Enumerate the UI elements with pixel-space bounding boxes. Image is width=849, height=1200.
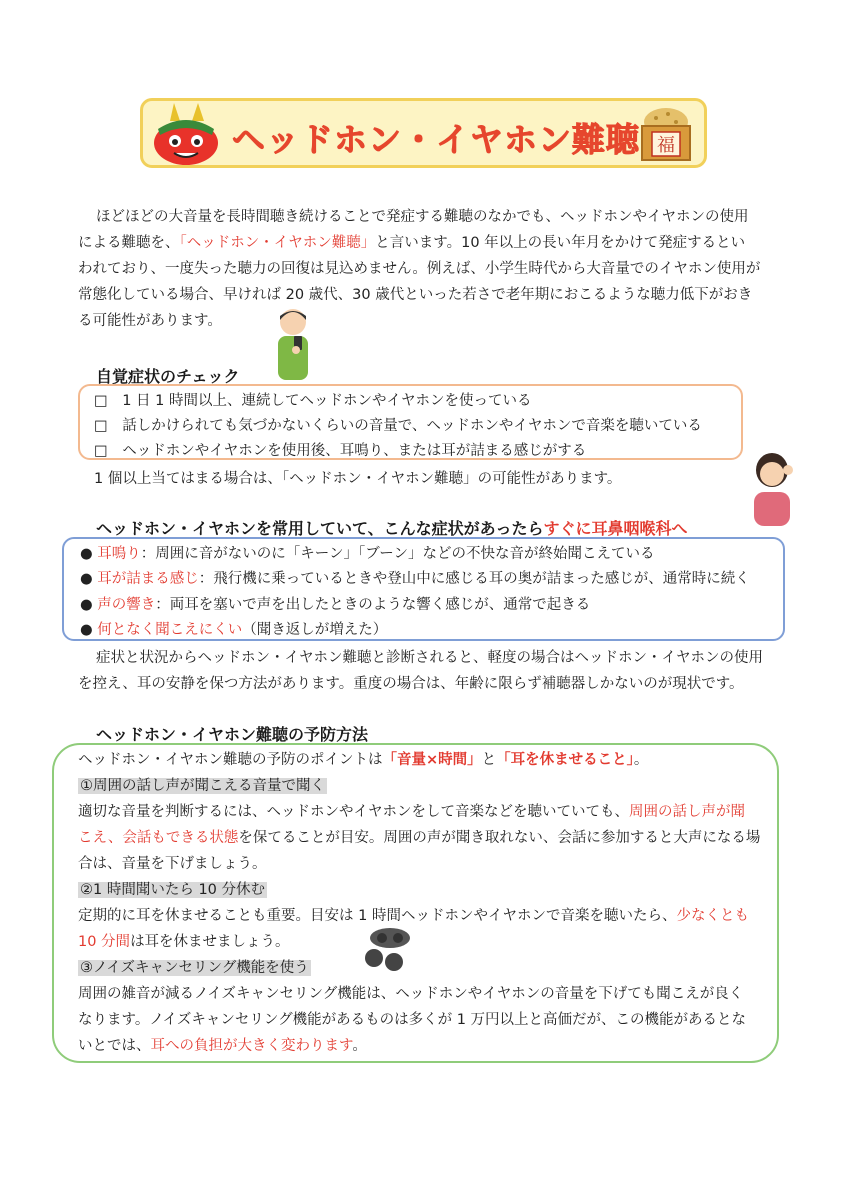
symptom-item: ● 声の響き：両耳を塞いで声を出したときのような響く感じが、通常で起きる [80,597,591,613]
prevention-point-3-line-1: 周囲の雑音が減るノイズキャンセリング機能は、ヘッドホンやイヤホンの音量を下げても聞こえが良く [78,986,744,1002]
prevention-heading: ヘッドホン・イヤホン難聴の予防方法 [96,725,369,744]
intro-line-5: る可能性があります。 [78,313,222,329]
symptom-item: ● 耳鳴り：周囲に音がないのに「キーン」「ブーン」などの不快な音が終始聞こえている [80,546,655,562]
prevention-point-1-line-3: 合は、音量を下げましょう。 [78,856,267,872]
page-title: ヘッドホン・イヤホン難聴 [232,120,640,159]
check-item-2: □ 話しかけられても気づかないくらいの音量で、ヘッドホンやイヤホンで音楽を聴いている [94,418,702,434]
prevention-point-2-line-1: 定期的に耳を休ませることも重要。目安は 1 時間ヘッドホンやイヤホンで音楽を聴いたら、少なくとも [78,908,749,924]
symptoms-heading: ヘッドホン・イヤホンを常用していて、こんな症状があったらすぐに耳鼻咽喉科へ [96,519,688,538]
oni-illustration [150,101,222,167]
prevention-point-2-title: ②1 時間聞いたら 10 分休む [80,882,266,898]
fuku-character: 福 [657,135,675,156]
prevention-point-3-line-2: なります。ノイズキャンセリング機能があるものは多くが 1 万円以上と高価だが、この機能があるとな [78,1012,747,1028]
check-note: 1 個以上当てはまる場合は、「ヘッドホン・イヤホン難聴」の可能性があります。 [94,471,622,487]
prevention-point-1-title: ①周囲の話し声が聞こえる音量で聞く [80,778,325,794]
intro-line-1: ほどほどの大音量を長時間聴き続けることで発症する難聴のなかでも、ヘッドホンやイヤホンの使用 [96,209,749,225]
boy-with-phone-illustration [274,306,312,382]
prevention-point-3-line-3: いとでは、耳への負担が大きく変わります。 [78,1038,367,1054]
symptoms-after-line-1: 症状と状況からヘッドホン・イヤホン難聴と診断されると、軽度の場合はヘッドホン・イヤホンの使用 [96,650,763,666]
prevention-point-3-title: ③ノイズキャンセリング機能を使う [80,960,309,976]
girl-illustration [748,450,798,526]
earbuds-illustration [360,924,414,976]
prevention-point-1-line-1: 適切な音量を判断するには、ヘッドホンやイヤホンをして音楽などを聴いていても、周囲の話し声が聞 [78,804,745,820]
prevention-point-1-line-2: こえ、会話もできる状態を保てることが目安。周囲の声が聞き取れない、会話に参加すると大声になる場 [78,830,761,846]
intro-line-3: われており、一度失った聴力の回復は見込めません。例えば、小学生時代から大音量でのイヤホン使用が [78,261,761,277]
check-heading: 自覚症状のチェック [96,367,240,386]
symptom-item: ● 耳が詰まる感じ：飛行機に乗っているときや登山中に感じる耳の奥が詰まった感じが、通常時に続く [80,571,750,587]
intro-line-2: による難聴を、「ヘッドホン・イヤホン難聴」と言います。10 年以上の長い年月をかけて発症するとい [78,235,746,251]
check-item-3: □ ヘッドホンやイヤホンを使用後、耳鳴り、または耳が詰まる感じがする [94,443,587,459]
prevention-intro: ヘッドホン・イヤホン難聴の予防のポイントは「音量×時間」と「耳を休ませること」。 [78,752,649,768]
symptom-item: ● 何となく聞こえにくい（聞き返しが増えた） [80,622,388,638]
fukumasu-illustration [638,102,694,164]
symptoms-after-line-2: を控え、耳の安静を保つ方法があります。重度の場合は、年齢に限らず補聴器しかないのが現状です。 [78,676,744,692]
intro-line-4: 常態化している場合、早ければ 20 歳代、30 歳代といった若さで老年期におこるような聴力低下がおき [78,287,753,303]
check-item-1: □ 1 日 1 時間以上、連続してヘッドホンやイヤホンを使っている [94,393,532,409]
prevention-point-2-line-2: 10 分間は耳を休ませましょう。 [78,934,290,950]
